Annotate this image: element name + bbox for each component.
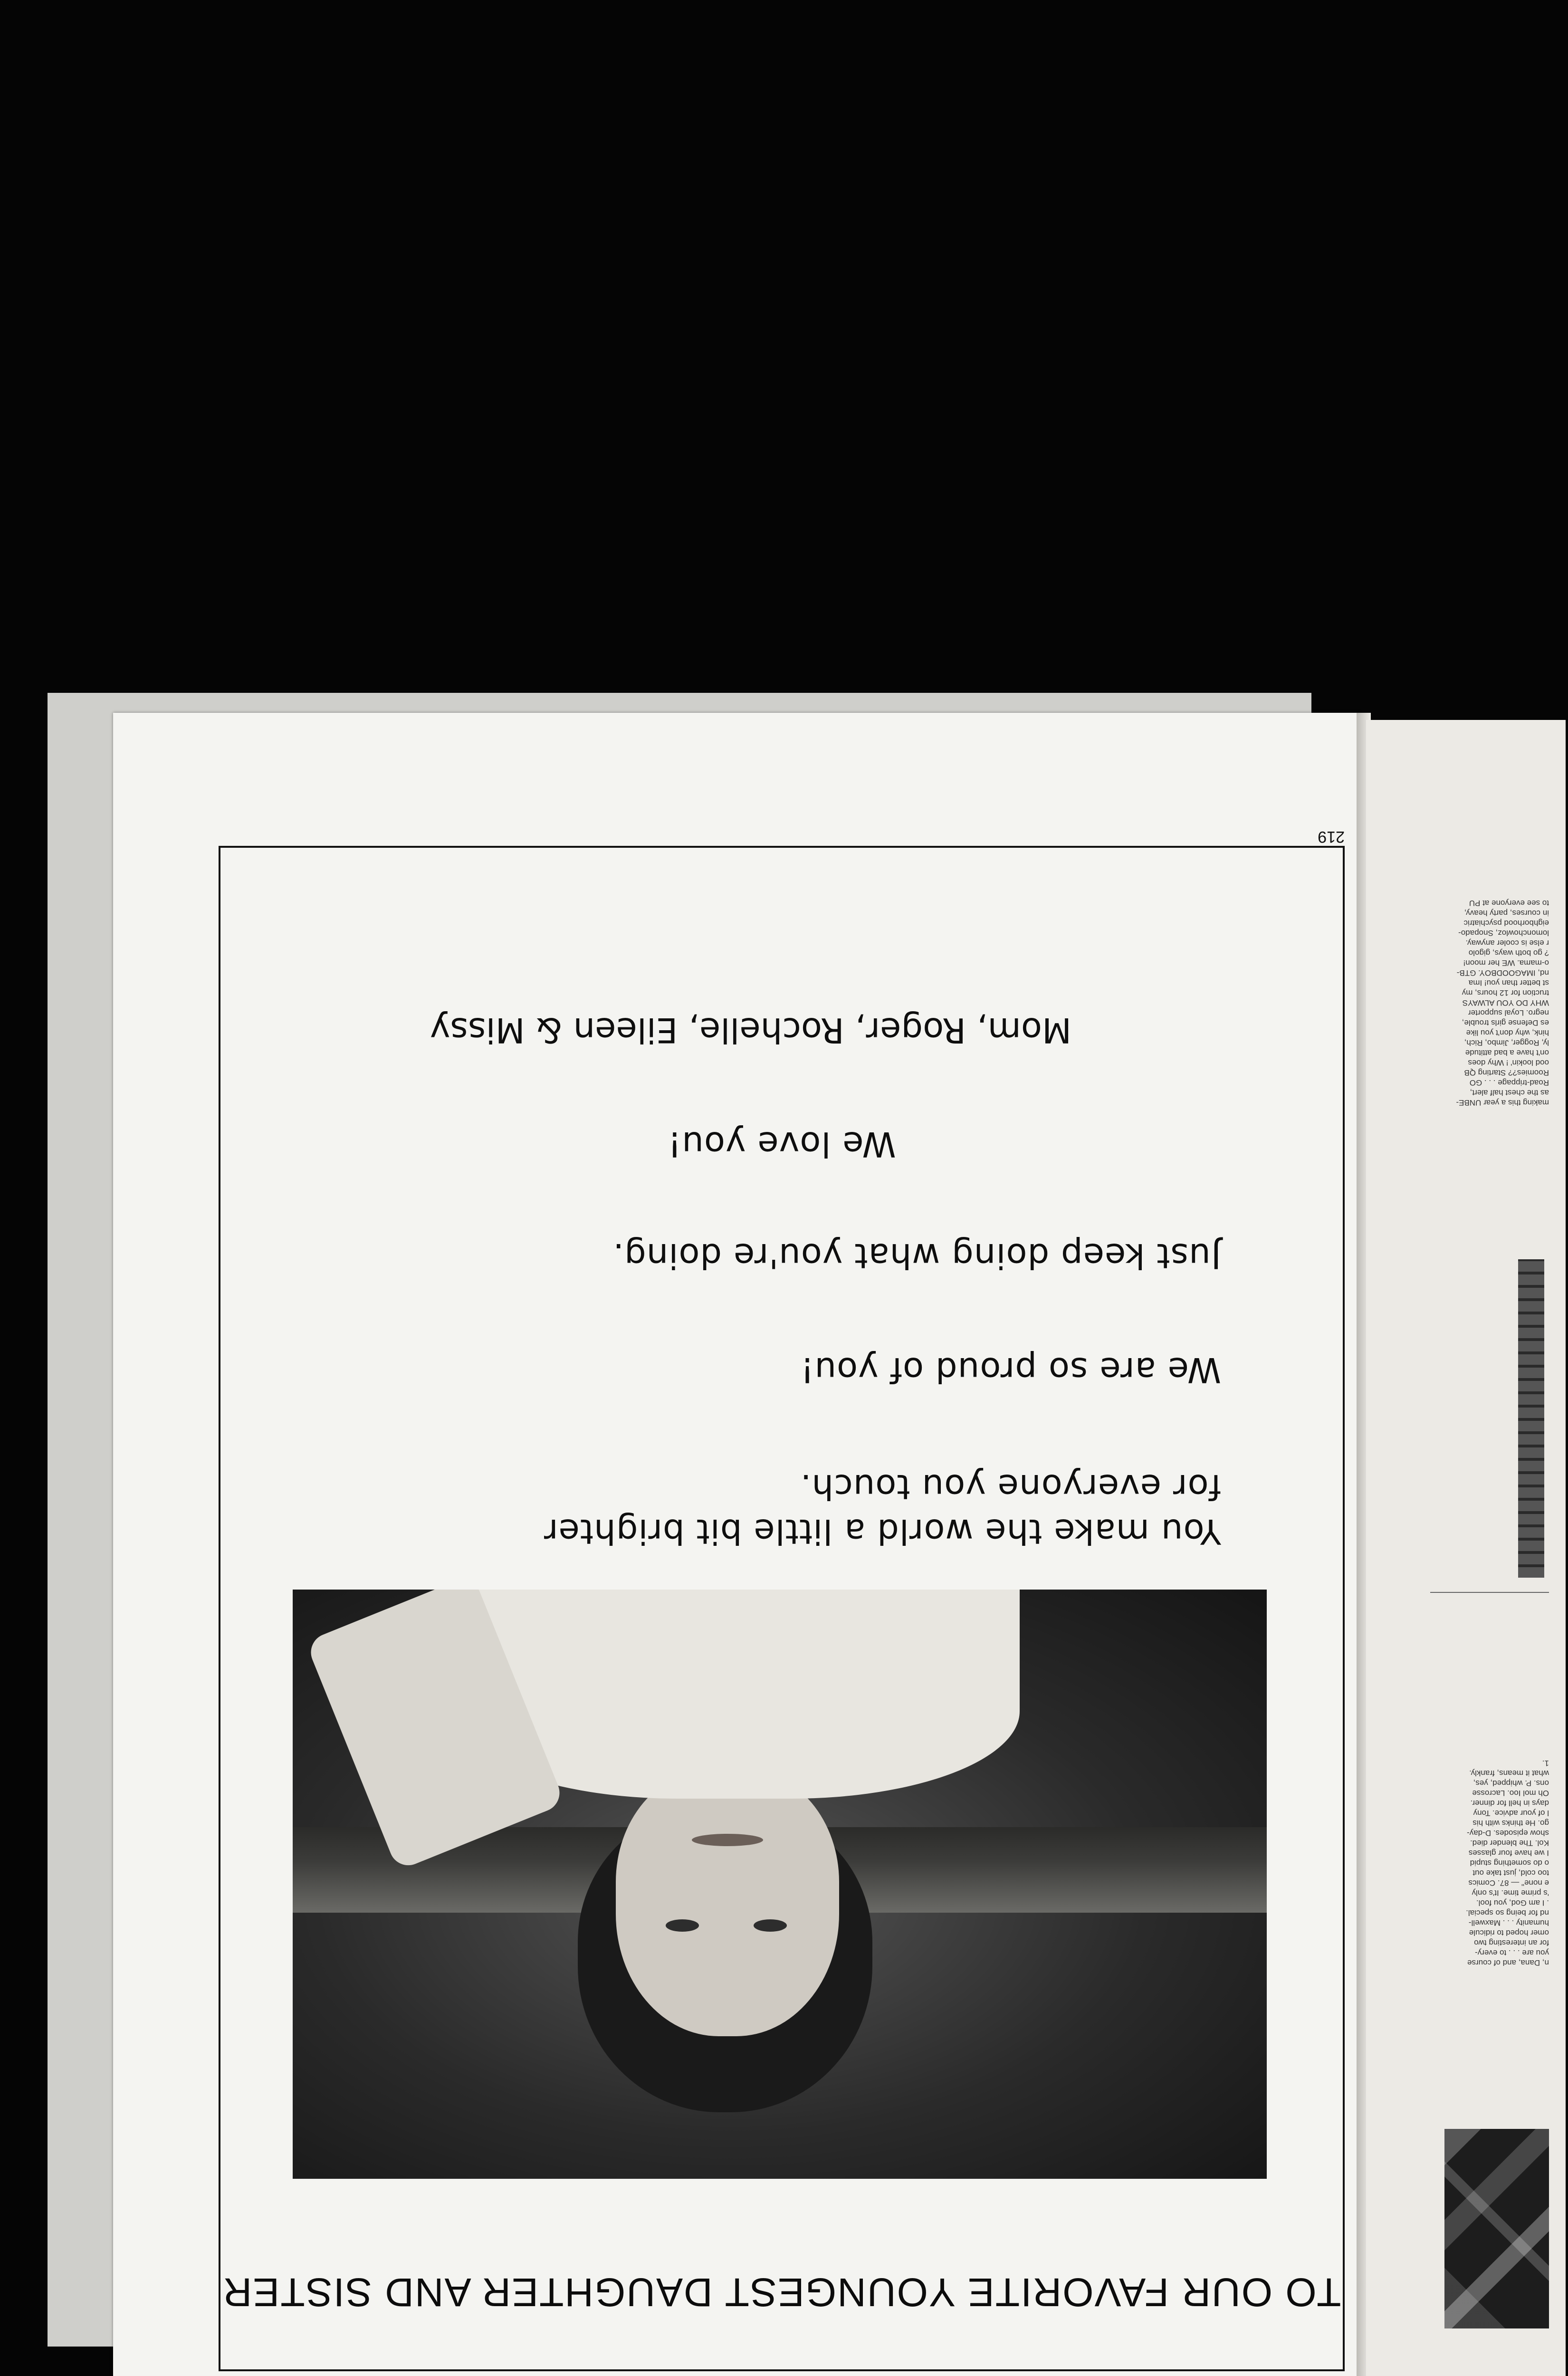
photo-face — [616, 1770, 839, 2036]
adjacent-page-text-line: ly, Rogger, Jimbo, Rich, — [1464, 1038, 1549, 1047]
adjacent-page-text-line: r else is cooler anyway. — [1465, 939, 1549, 948]
adjacent-page-text-line: Road-trippage . . . GO — [1469, 1078, 1549, 1087]
adjacent-page-text-line: show episodes. D-day- — [1467, 1829, 1549, 1838]
adjacent-page-text-line: truction for 12 hours, my — [1462, 988, 1549, 997]
verse-line-3: We are so proud of you! — [800, 1350, 1221, 1390]
adjacent-page-text-block-1 — [1430, 898, 1549, 1108]
adjacent-page-photo-crowd — [1444, 2129, 1549, 2328]
ad-content-upside-down — [190, 828, 1345, 2371]
adjacent-page-text-line: ons. P. whipped, yes, — [1473, 1779, 1549, 1788]
adjacent-page-text-line: humanity . . . Maxwell- — [1468, 1918, 1549, 1927]
adjacent-page-text-line: Kol. The blender died. — [1470, 1839, 1549, 1848]
adjacent-page-text-line: e none" — 87. Comics — [1468, 1878, 1549, 1887]
adjacent-page-text-line: negro. Loyal supporter — [1468, 1008, 1549, 1017]
verse-line-2: for everyone you touch. — [800, 1467, 1221, 1507]
adjacent-page-text-line: WHY DO YOU ALWAYS — [1462, 998, 1549, 1007]
adjacent-page-text-line: days in hell for dinner. — [1470, 1799, 1549, 1808]
adjacent-page-text-line: go. He thinks with his — [1472, 1819, 1549, 1828]
adjacent-page-text-line: nd, IMAGOODBOY. GTB- — [1456, 968, 1549, 977]
ad-heading: TO OUR FAVORITE YOUNGEST DAUGHTER AND SISTER — [222, 2270, 1341, 2315]
adjacent-page-text-line: nd for being so special. — [1466, 1908, 1549, 1917]
adjacent-page-text-line: too cold, just take out — [1472, 1868, 1549, 1878]
verse-line-1: You make the world a little bit brighter — [544, 1512, 1221, 1552]
adjacent-page-text-line: o do something stupid — [1470, 1859, 1549, 1868]
adjacent-page-text-line: n, Dana, and of course — [1467, 1958, 1549, 1967]
portrait-photo — [293, 1590, 1267, 2179]
verse-line-5: We love you! — [667, 1124, 896, 1164]
adjacent-page-text-line: Oh mol Ioo. Lacrosse — [1472, 1789, 1549, 1798]
adjacent-page-text-block-2 — [1430, 1758, 1549, 1968]
adjacent-page-text-line: what it means, frankly. — [1469, 1769, 1549, 1778]
page-number: 219 — [1318, 828, 1345, 846]
adjacent-page-text-line: in courses, party heavy, — [1464, 909, 1549, 918]
adjacent-page-photo-brick — [1518, 1259, 1544, 1578]
verse-line-4: Just keep doing what you're doing. — [612, 1236, 1221, 1276]
adjacent-page-text-line: ood lookin' ! Why does — [1468, 1058, 1549, 1067]
adjacent-page-text-line: es Defense girls trouble, — [1462, 1018, 1549, 1027]
adjacent-page-text-line: Roomies?? Starting QB — [1464, 1068, 1549, 1077]
adjacent-page-text-line: making this a year UNBE- — [1456, 1098, 1549, 1107]
photo-mouth — [692, 1834, 763, 1846]
adjacent-page-text-line: 1. — [1542, 1759, 1549, 1768]
adjacent-page-text-line: for an interesting two — [1474, 1938, 1549, 1947]
photo-eye-left — [754, 1919, 787, 1932]
adjacent-page-text-line: as the chest half alert, — [1470, 1088, 1549, 1097]
adjacent-page-text-line: on't have a bad attitude — [1465, 1048, 1549, 1057]
adjacent-page-divider — [1430, 1592, 1549, 1593]
adjacent-page-text-line: . I am God, you fool. — [1476, 1898, 1549, 1907]
adjacent-page-text-line: o-mama. WE her moon! — [1463, 958, 1549, 968]
adjacent-page-text-line: st better than you! Ima — [1468, 978, 1549, 987]
ad-signature: Mom, Roger, Rochelle, Eileen & Missy — [430, 1010, 1072, 1050]
adjacent-page-text-line: to see everyone at PU — [1469, 899, 1549, 908]
adjacent-page-text-line: lomonchowloz, Snopado- — [1458, 929, 1549, 938]
photo-eye-right — [666, 1919, 699, 1932]
adjacent-page-text-line: I we have four glasses — [1468, 1849, 1549, 1858]
adjacent-page-text-line: 's prime time. It's only — [1472, 1888, 1549, 1897]
adjacent-page-text-line: ? go both ways, gigolo — [1468, 948, 1549, 958]
adjacent-page-text-line: hink, why don't you like — [1466, 1028, 1549, 1037]
adjacent-page-text-line: you are . . . to every- — [1475, 1948, 1549, 1957]
adjacent-page-text-line: eighborhood psychiatric — [1463, 919, 1549, 928]
adjacent-page-text-line: omer hoped to ridicule — [1469, 1928, 1549, 1937]
adjacent-page-text-line: l of your advice. Tony — [1473, 1809, 1549, 1818]
